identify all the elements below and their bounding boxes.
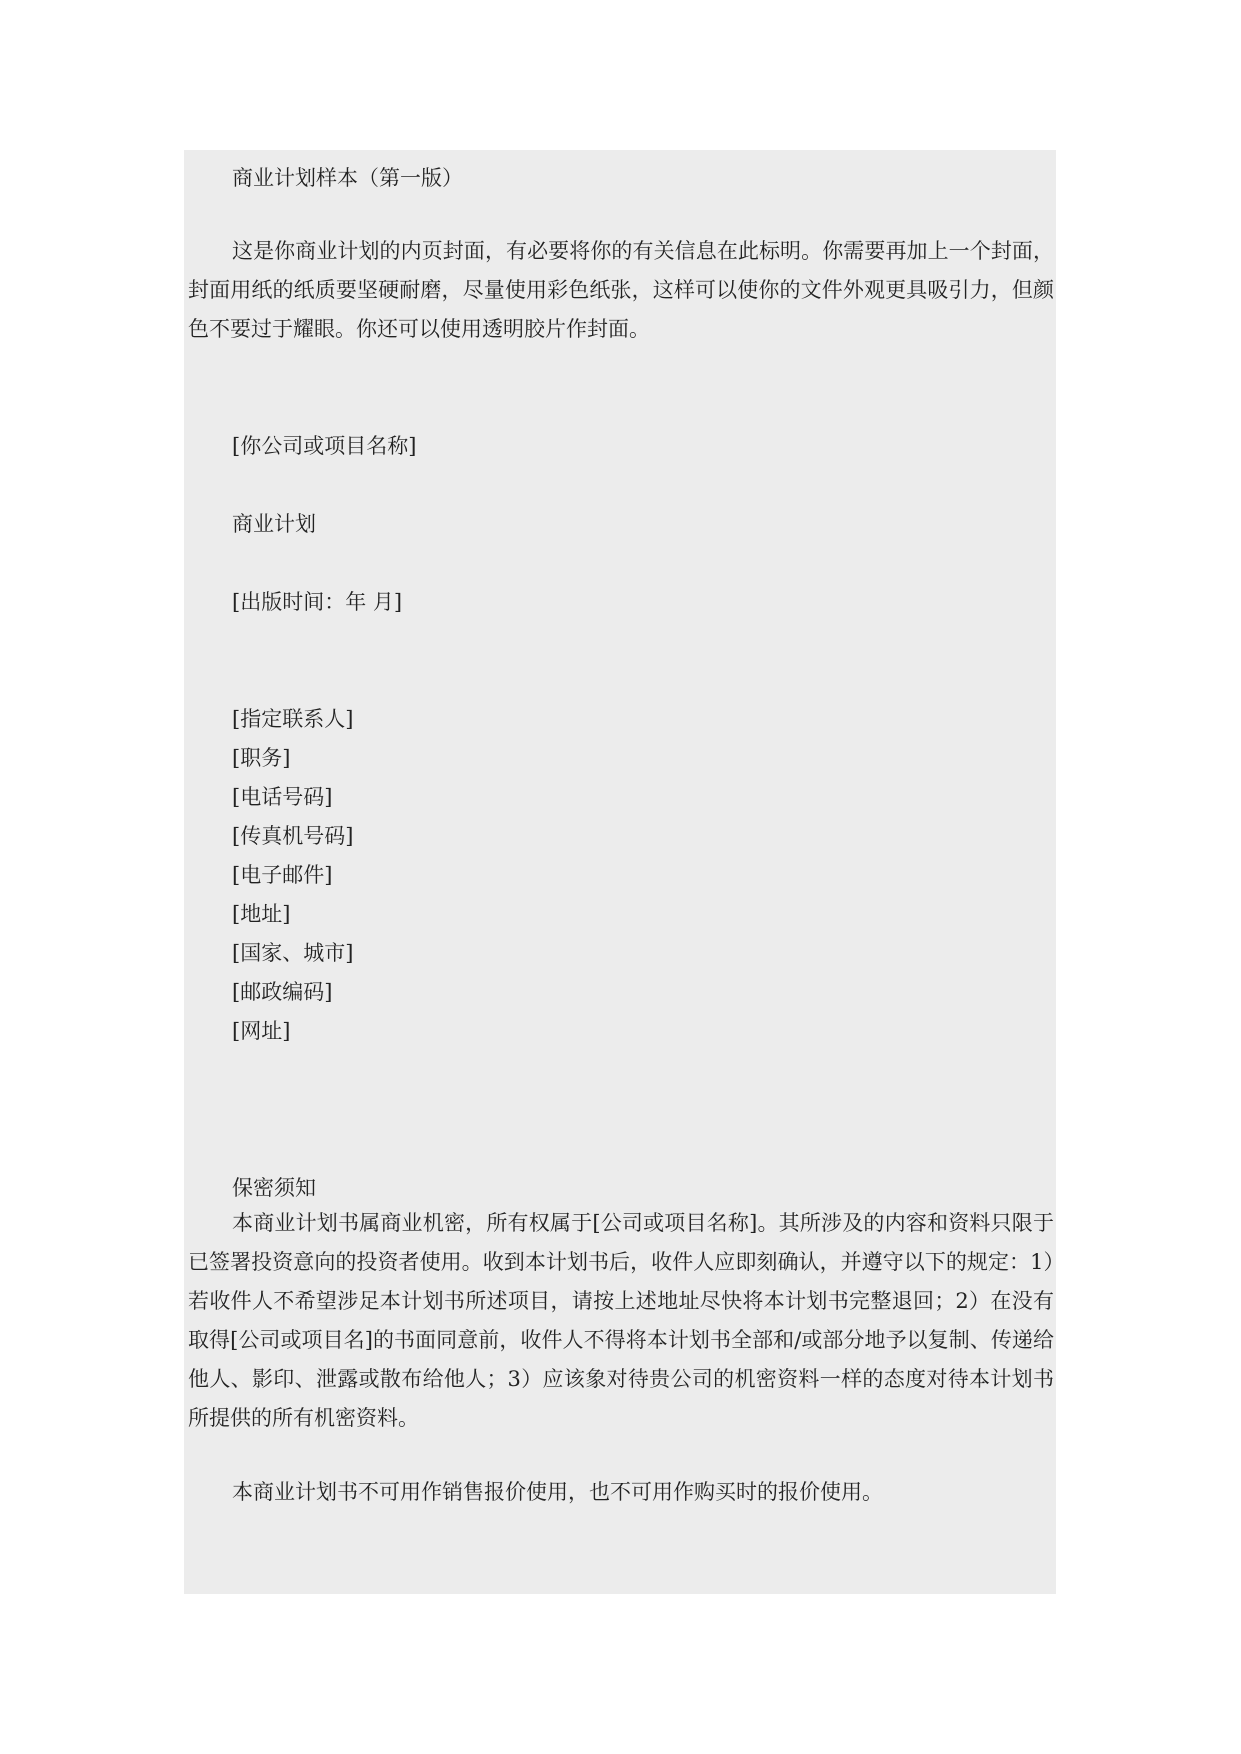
document-title: 商业计划样本（第一版）	[232, 166, 463, 190]
contact-field: [职务]	[232, 746, 291, 770]
contact-field: [传真机号码]	[232, 824, 354, 848]
confidential-paragraph: 本商业计划书属商业机密，所有权属于[公司或项目名称]。其所涉及的内容和资料只限于已签署投资意向的投资者使用。收到本计划书后，收件人应即刻确认，并遵守以下的规定：1）若收件人不希望涉足本计划书所述项目，请按上述地址尽快将本计划书完整退回；2）在没有取得[公司或项目名]的书面同意前，收件人不得将本计划书全部和/或部分地予以复制、传递给他人、影印、泄露或散布给他人；3）应该象对待贵公司的机密资料一样的态度对待本计划书所提供的所有机密资料。	[188, 1211, 1054, 1430]
intro-paragraph: 这是你商业计划的内页封面，有必要将你的有关信息在此标明。你需要再加上一个封面，封面用纸的纸质要坚硬耐磨，尽量使用彩色纸张，这样可以使你的文件外观更具吸引力，但颜色不要过于耀眼。你还可以使用透明胶片作封面。	[188, 239, 1054, 341]
contact-field: [指定联系人]	[232, 707, 354, 731]
publish-date-placeholder: [出版时间：年 月]	[232, 590, 403, 614]
plan-label: 商业计划	[232, 512, 316, 536]
contact-field: [网址]	[232, 1019, 291, 1043]
document-page	[184, 150, 1056, 1594]
contact-field: [邮政编码]	[232, 980, 333, 1004]
company-name-placeholder: [你公司或项目名称]	[232, 434, 417, 458]
contact-field: [地址]	[232, 902, 291, 926]
disclaimer-paragraph: 本商业计划书不可用作销售报价使用，也不可用作购买时的报价使用。	[232, 1480, 883, 1504]
contact-field: [电话号码]	[232, 785, 333, 809]
confidential-heading: 保密须知	[232, 1176, 316, 1200]
contact-field: [国家、城市]	[232, 941, 354, 965]
contact-field: [电子邮件]	[232, 863, 333, 887]
